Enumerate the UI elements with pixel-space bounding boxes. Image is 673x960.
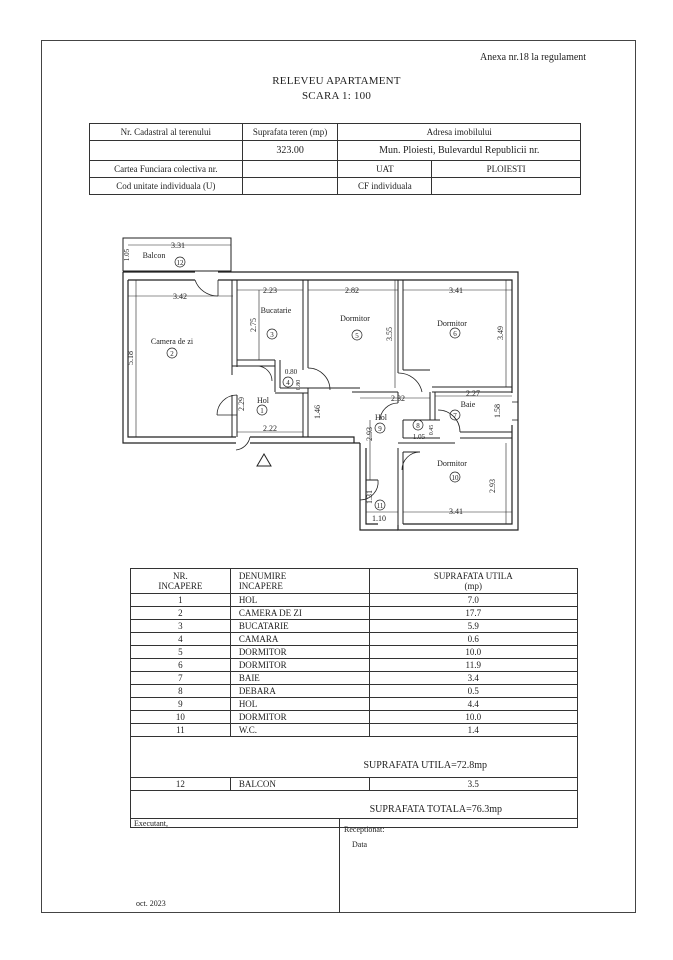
plan-small-number: 8 — [416, 422, 420, 430]
plan-room-name: Baie — [460, 400, 476, 409]
document-title: RELEVEU APARTAMENT — [272, 75, 401, 87]
windows — [512, 402, 518, 420]
plan-dimension: 2.82 — [345, 286, 359, 295]
table-row — [131, 607, 578, 620]
plan-dimension: 1.46 — [313, 405, 322, 419]
room-name: DORMITOR — [230, 646, 369, 659]
table-row — [131, 724, 578, 737]
plan-room-name: Bucatarie — [260, 306, 292, 315]
table-row — [131, 659, 578, 672]
plan-room-number: 5 — [355, 332, 359, 340]
plan-dimension: 3.41 — [449, 286, 463, 295]
cod-unitate-value — [242, 178, 338, 195]
outer-walls — [123, 272, 518, 530]
total-area: SUPRAFATA TOTALA=76.3mp — [131, 791, 578, 828]
plan-dimension: 3.42 — [173, 292, 187, 301]
header-den-line1: DENUMIRE — [238, 571, 287, 581]
table-row — [131, 711, 578, 724]
plan-room-number: 10 — [451, 474, 459, 482]
balcon-name: BALCON — [230, 778, 369, 791]
plan-dimension: 1.10 — [372, 514, 386, 523]
header-denumire — [230, 569, 369, 594]
plan-dimension: 2.93 — [488, 479, 497, 493]
plan-dimension: 2.22 — [263, 424, 277, 433]
plan-room-number: 1 — [260, 407, 264, 415]
room-area: 4.4 — [369, 698, 577, 711]
header-nr-line2: INCAPERE — [158, 581, 203, 591]
room-area: 1.4 — [369, 724, 577, 737]
balcon-nr: 12 — [131, 778, 231, 791]
room-name: BUCATARIE — [230, 620, 369, 633]
plan-room-name: Hol — [257, 396, 269, 405]
entrance-marker — [257, 454, 271, 466]
balcon-area: 3.5 — [369, 778, 577, 791]
header-suprafata — [369, 569, 577, 594]
plan-dimension: 2.23 — [263, 286, 277, 295]
room-nr: 4 — [131, 633, 231, 646]
plan-dimension: 0.80 — [284, 368, 298, 376]
util-total: SUPRAFATA UTILA=72.8mp — [131, 737, 578, 778]
carte-funciara-value — [242, 161, 338, 178]
plan-dimension: 2.27 — [466, 389, 480, 398]
adresa-label: Adresa imobilului — [338, 124, 581, 141]
plan-small-number: 4 — [286, 379, 290, 387]
room-area: 17.7 — [369, 607, 577, 620]
room-name: BAIE — [230, 672, 369, 685]
room-area: 5.9 — [369, 620, 577, 633]
room-nr: 11 — [131, 724, 231, 737]
header-den-line2: INCAPERE — [238, 581, 283, 591]
plan-dimension: 1.05 — [412, 433, 426, 441]
annex-label: Anexa nr.18 la regulament — [480, 52, 587, 63]
plan-dimension: 2.75 — [249, 318, 258, 332]
room-area: 11.9 — [369, 659, 577, 672]
room-name: W.C. — [230, 724, 369, 737]
room-nr: 10 — [131, 711, 231, 724]
room-name: CAMARA — [230, 633, 369, 646]
room-name: DORMITOR — [230, 659, 369, 672]
room-area: 0.6 — [369, 633, 577, 646]
plan-room-name: Hol — [375, 413, 387, 422]
plan-dimension: 1.58 — [493, 404, 502, 418]
executant-label: Executant, — [134, 819, 168, 828]
room-name: HOL — [230, 698, 369, 711]
room-name: HOL — [230, 594, 369, 607]
table-row — [131, 594, 578, 607]
property-info-table — [89, 123, 581, 195]
header-nr — [131, 569, 231, 594]
room-nr: 1 — [131, 594, 231, 607]
room-nr: 6 — [131, 659, 231, 672]
signature-block — [130, 818, 578, 913]
plan-room-name: Camera de zi — [150, 337, 194, 346]
room-name: DORMITOR — [230, 711, 369, 724]
room-nr: 5 — [131, 646, 231, 659]
receptionat-label: Receptionat: — [344, 825, 385, 834]
adresa-value: Mun. Ploiesti, Bulevardul Republicii nr. — [338, 141, 581, 161]
plan-dimension: 3.31 — [171, 241, 185, 250]
plan-dimension: 5.18 — [126, 351, 135, 365]
plan-dimension: 3.55 — [385, 327, 394, 341]
table-row — [131, 633, 578, 646]
room-area: 3.4 — [369, 672, 577, 685]
plan-room-name: Dormitor — [340, 314, 370, 323]
nr-cadastral-label: Nr. Cadastral al terenului — [90, 124, 243, 141]
cod-unitate-label: Cod unitate individuala (U) — [90, 178, 243, 195]
uat-label: UAT — [338, 161, 432, 178]
plan-dimension: 3.49 — [496, 326, 505, 340]
plan-room-number: 3 — [270, 331, 274, 339]
room-area: 10.0 — [369, 711, 577, 724]
table-row — [131, 646, 578, 659]
room-nr: 2 — [131, 607, 231, 620]
nr-cadastral-value — [90, 141, 243, 161]
plan-room-name: Dormitor — [437, 319, 467, 328]
room-nr: 7 — [131, 672, 231, 685]
suprafata-teren-label: Suprafata teren (mp) — [242, 124, 338, 141]
rooms-table — [130, 568, 578, 828]
plan-dimension: 1.05 — [123, 248, 131, 262]
plan-dimension: 0.45 — [429, 424, 435, 436]
plan-room-number: 7 — [453, 412, 457, 420]
room-nr: 3 — [131, 620, 231, 633]
suprafata-teren-value: 323.00 — [242, 141, 338, 161]
plan-room-number: 12 — [176, 259, 184, 267]
cf-individuala-label: CF individuala — [338, 178, 432, 195]
table-row — [131, 620, 578, 633]
table-row — [131, 698, 578, 711]
plan-room-name: Balcon — [142, 251, 166, 260]
plan-room-number: 9 — [378, 425, 382, 433]
header-sup-line2: (mp) — [464, 581, 483, 591]
plan-room-number: 2 — [170, 350, 174, 358]
signature-divider — [339, 819, 340, 913]
plan-dimension: 2.93 — [365, 427, 374, 441]
executant-date: oct. 2023 — [136, 899, 166, 908]
room-area: 0.5 — [369, 685, 577, 698]
plan-small-number: 11 — [376, 502, 384, 510]
plan-room-number: 6 — [453, 330, 457, 338]
header-nr-line1: NR. — [173, 571, 188, 581]
plan-dimension: 2.29 — [237, 397, 246, 411]
plan-dimension: 2.32 — [391, 394, 405, 403]
room-nr: 9 — [131, 698, 231, 711]
plan-dimension: 0.80 — [296, 379, 302, 391]
plan-dimension: 3.41 — [449, 507, 463, 516]
room-area: 7.0 — [369, 594, 577, 607]
room-name: DEBARA — [230, 685, 369, 698]
cf-individuala-value — [432, 178, 581, 195]
receptionat-data-label: Data — [352, 840, 368, 849]
header-sup-line1: SUPRAFATA UTILA — [433, 571, 513, 581]
room-nr: 8 — [131, 685, 231, 698]
door-swings — [195, 280, 460, 500]
uat-value: PLOIESTI — [432, 161, 581, 178]
room-name: CAMERA DE ZI — [230, 607, 369, 620]
carte-funciara-label: Cartea Funciara colectiva nr. — [90, 161, 243, 178]
plan-room-name: Dormitor — [437, 459, 467, 468]
plan-dimension: 1.31 — [365, 490, 374, 504]
document-scale: SCARA 1: 100 — [301, 90, 372, 102]
floor-plan — [110, 233, 540, 543]
table-row — [131, 672, 578, 685]
table-row — [131, 685, 578, 698]
room-area: 10.0 — [369, 646, 577, 659]
